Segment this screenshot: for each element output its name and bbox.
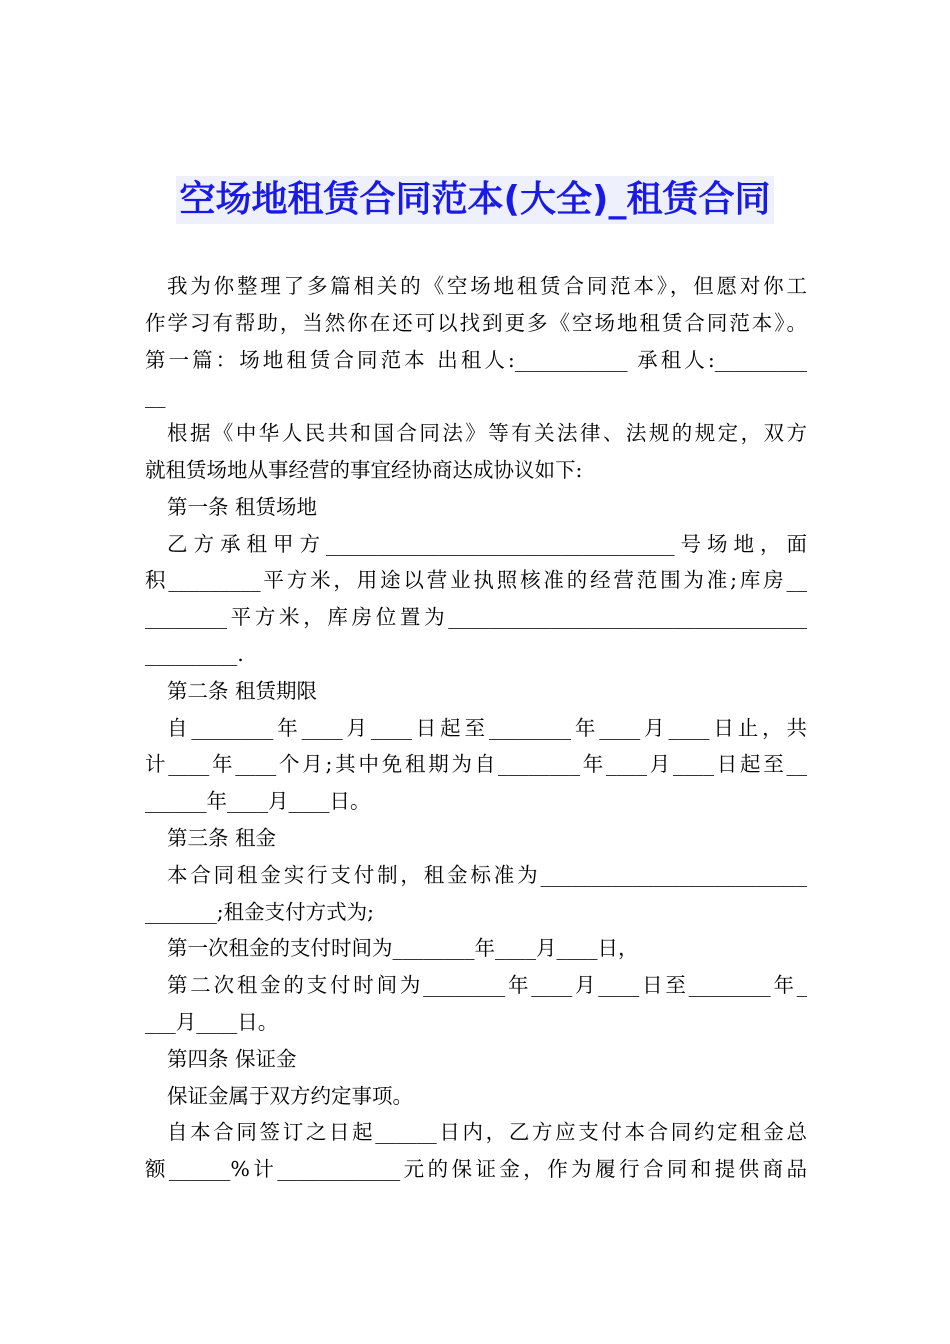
section-heading: 第二条 租赁期限 <box>167 678 318 703</box>
paragraph-line: 积_________平方米，用途以营业执照核准的经营范围为准;库房__ <box>145 568 807 593</box>
paragraph-line: 自________年____月____日起至________年____月____日止，共 <box>167 715 807 740</box>
paragraph-line: 就租赁场地从事经营的事宜经协商达成协议如下: <box>145 457 583 482</box>
paragraph-line: ______年____月____日。 <box>145 789 371 814</box>
paragraph-line: 作学习有帮助，当然你在还可以找到更多《空场地租赁合同范本》。 <box>145 310 807 335</box>
paragraph-line: 第一篇：场地租赁合同范本 出租人:___________ 承租人:_________ <box>145 347 807 372</box>
paragraph-line: 我为你整理了多篇相关的《空场地租赁合同范本》，但愿对你工 <box>167 274 807 298</box>
section-heading: 第一条 租赁场地 <box>167 494 318 519</box>
section-heading: 第三条 租金 <box>167 825 277 850</box>
paragraph-line: 根据《中华人民共和国合同法》等有关法律、法规的规定，双方 <box>167 421 807 446</box>
paragraph-line: ___月____日。 <box>145 1009 279 1034</box>
paragraph-line: 自本合同签订之日起______日内，乙方应支付本合同约定租金总 <box>167 1120 807 1145</box>
paragraph-line: 额______%计____________元的保证金，作为履行合同和提供商品 <box>145 1157 807 1182</box>
section-heading: 第四条 保证金 <box>167 1046 297 1071</box>
paragraph-line: 保证金属于双方约定事项。 <box>167 1083 413 1108</box>
paragraph-line: 乙方承租甲方__________________________________号场地，面 <box>167 531 807 556</box>
paragraph-line: ________平方米，库房位置为___________________________________ <box>145 605 807 630</box>
paragraph-line: 第一次租金的支付时间为________年____月____日， <box>167 936 639 961</box>
paragraph-line: _________. <box>145 641 244 666</box>
paragraph-line: _______;租金支付方式为; <box>145 899 375 924</box>
document-body <box>145 268 807 1188</box>
paragraph-line: 本合同租金实行支付制，租金标准为__________________________ <box>167 862 807 887</box>
paragraph-line: 计____年____个月;其中免租期为自________年____月____日起至__ <box>145 752 807 777</box>
document-title: 空场地租赁合同范本(大全)_租赁合同 <box>176 176 775 224</box>
paragraph-line: __ <box>145 384 166 409</box>
paragraph-line: 第二次租金的支付时间为________年____月____日至________年_ <box>167 973 807 998</box>
title-container <box>0 176 950 224</box>
